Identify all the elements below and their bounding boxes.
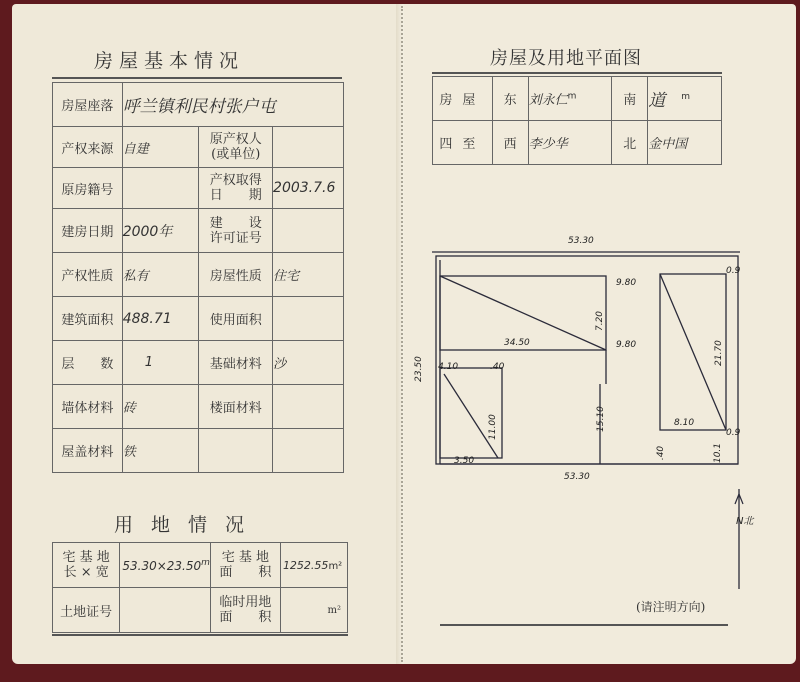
field-label: 建房日期 (53, 209, 123, 253)
land-size-value: $53.30\times 23.50^m$ (120, 543, 211, 588)
plan-title: 房屋及用地平面图 (490, 48, 642, 69)
table-row (53, 429, 344, 473)
field-value: 沙 (273, 341, 344, 385)
table-row (53, 127, 344, 168)
field-value: m² (280, 588, 347, 633)
table-row (53, 543, 348, 588)
direction-north: 北 (612, 121, 648, 165)
field-value (273, 429, 344, 473)
field-label: 使用面积 (199, 297, 273, 341)
field-label: 宅 基 地 面 积 (210, 543, 280, 588)
field-label (199, 429, 273, 473)
field-label: 房屋座落 (53, 83, 123, 127)
east-neighbor: 刘永仁$^m$ (528, 77, 612, 121)
south-neighbor: 道 $^m$ (648, 77, 722, 121)
field-value: 私有 (122, 253, 199, 297)
table-row (53, 385, 344, 429)
field-value: 住宅 (273, 253, 344, 297)
field-value: 2000年 (122, 209, 199, 253)
dim-label: 0.9 (726, 428, 741, 438)
field-value (273, 209, 344, 253)
dim-label: 23.50 (413, 356, 424, 382)
bottom-rule (52, 634, 348, 636)
direction-note: (请注明方向) (636, 600, 706, 614)
field-value: 2003.7.6 (273, 168, 344, 209)
field-label: 产权取得 日 期 (199, 168, 273, 209)
land-area-value: 1252.55m² (280, 543, 347, 588)
field-label: 原房籍号 (53, 168, 123, 209)
left-page (12, 4, 404, 664)
field-value (120, 588, 211, 633)
dim-label: 10.1 (713, 442, 724, 464)
field-label: 房屋性质 (199, 253, 273, 297)
spine-stitching (401, 6, 403, 662)
field-label: 楼面材料 (199, 385, 273, 429)
land-info-title: 用地情况 (114, 514, 263, 536)
field-label: 宅 基 地 长 × 宽 (53, 543, 120, 588)
table-row (53, 209, 344, 253)
field-label: 建筑面积 (53, 297, 123, 341)
dim-label: 0.9 (726, 266, 741, 276)
location-value: 呼兰镇利民村张户屯 (122, 83, 343, 127)
field-label: 建 设 许可证号 (199, 209, 273, 253)
site-plan-drawing (404, 4, 796, 664)
title-rule (52, 77, 342, 79)
north-label: N北 (736, 516, 754, 527)
west-neighbor: 李少华 (528, 121, 612, 165)
field-label: 层 数 (53, 341, 123, 385)
field-value: 自建 (122, 127, 199, 168)
house-info-table (52, 82, 344, 473)
field-label: 临时用地 面 积 (210, 588, 280, 633)
field-value: 砖 (122, 385, 199, 429)
field-label: 产权性质 (53, 253, 123, 297)
dim-label: 53.30 (564, 472, 590, 482)
field-value: 1 (122, 341, 199, 385)
land-info-table (52, 542, 348, 633)
dim-label: 34.50 (504, 338, 530, 348)
dim-label: 7.20 (595, 310, 606, 332)
table-row (53, 83, 344, 127)
dim-label: 11.00 (487, 414, 498, 440)
field-label: 墙体材料 (53, 385, 123, 429)
direction-south: 南 (612, 77, 648, 121)
dim-label: 8.10 (674, 418, 695, 428)
dim-label: 15.10 (595, 406, 606, 432)
dim-label: .40 (490, 362, 505, 372)
field-label: 基础材料 (199, 341, 273, 385)
direction-west: 西 (492, 121, 528, 165)
field-value (273, 127, 344, 168)
bottom-rule (440, 624, 728, 626)
dim-label: 9.80 (616, 278, 637, 288)
field-value (273, 297, 344, 341)
right-page (404, 4, 796, 664)
table-row (53, 253, 344, 297)
house-info-title: 房屋基本情况 (94, 50, 245, 72)
field-value: 铁 (122, 429, 199, 473)
table-row (53, 168, 344, 209)
field-value: 488.71 (122, 297, 199, 341)
boundary-label: 四至 (433, 121, 493, 165)
field-label: 原产权人 (或单位) (199, 127, 273, 168)
table-row (53, 588, 348, 633)
north-neighbor: 金中国 (648, 121, 722, 165)
field-label: 土地证号 (53, 588, 120, 633)
direction-east: 东 (492, 77, 528, 121)
field-label: 屋盖材料 (53, 429, 123, 473)
dim-label: 3.50 (454, 456, 475, 466)
field-label: 产权来源 (53, 127, 123, 168)
dim-label: 53.30 (568, 236, 594, 246)
dim-label: 21.70 (713, 340, 724, 366)
table-row (53, 297, 344, 341)
field-value (122, 168, 199, 209)
boundary-label: 房屋 (433, 77, 493, 121)
dim-label: 4.10 (438, 362, 459, 372)
dim-label: 9.80 (616, 340, 637, 350)
dim-label: .40 (656, 445, 667, 461)
field-value (273, 385, 344, 429)
table-row (53, 341, 344, 385)
